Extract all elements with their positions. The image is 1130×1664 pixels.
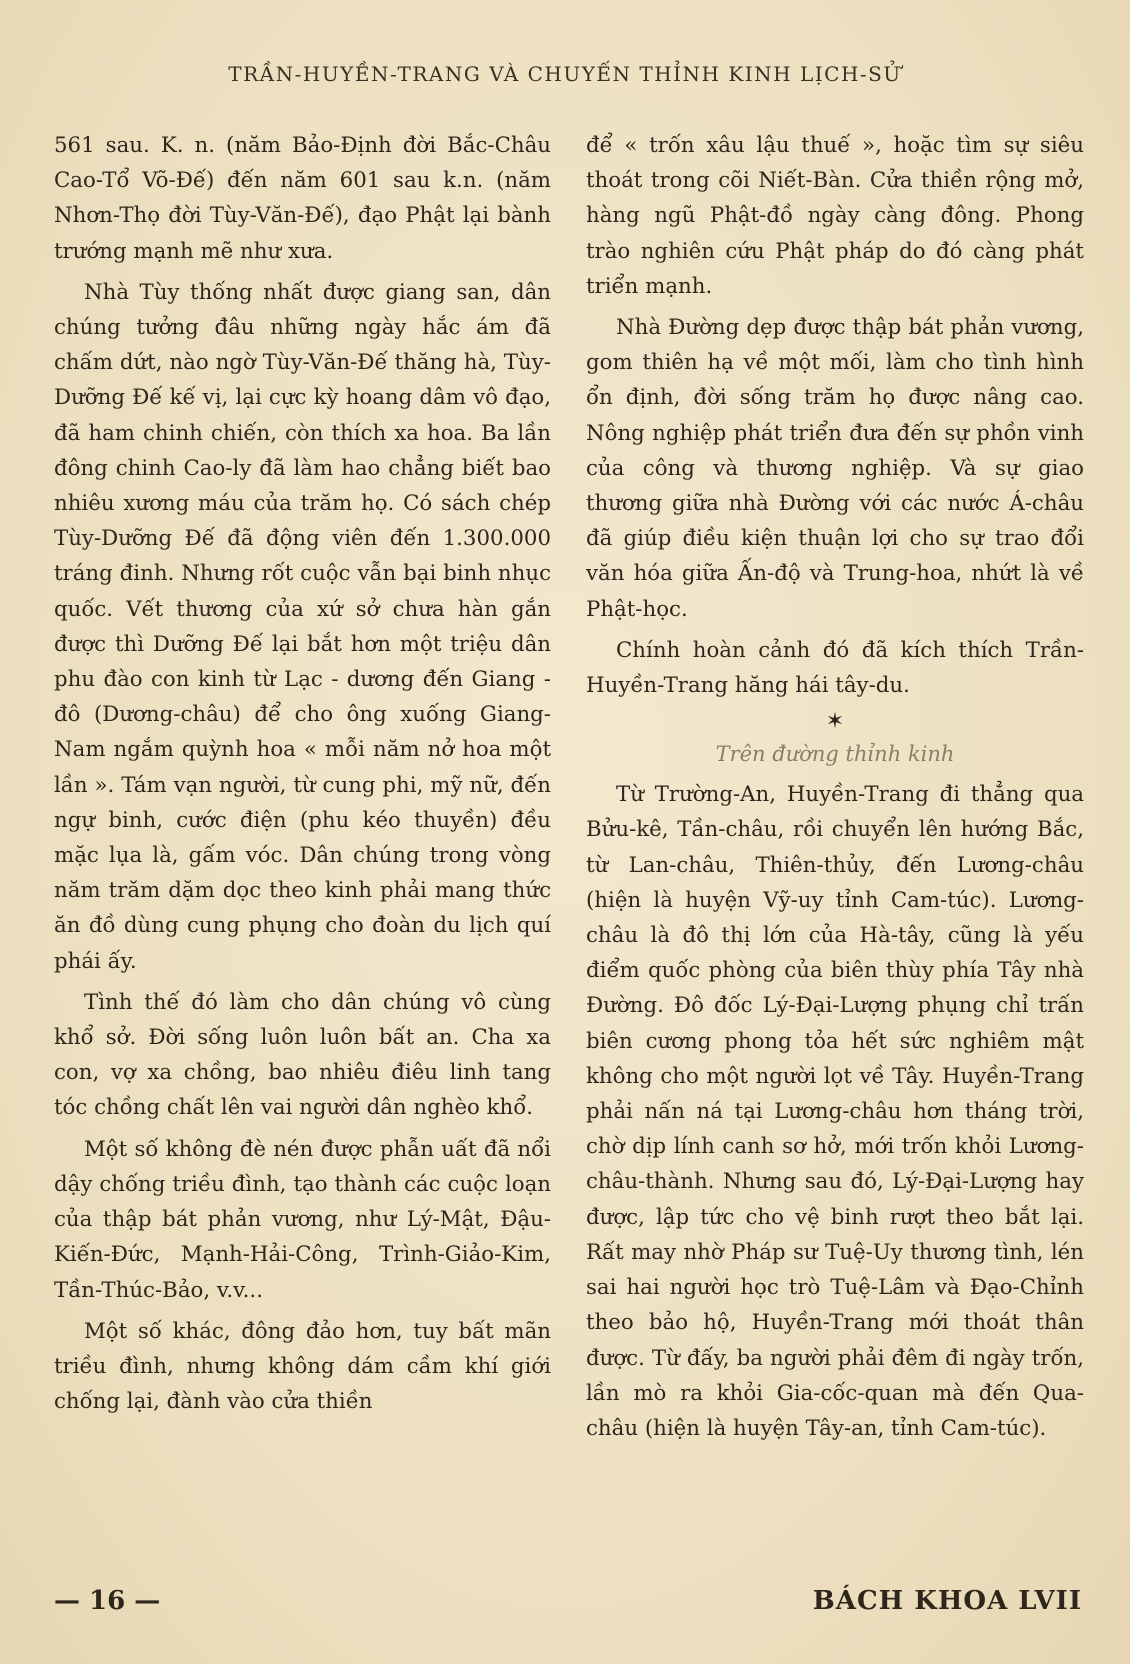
paragraph: Tình thế đó làm cho dân chúng vô cùng khổ sở. Đời sống luôn luôn bất an. Cha xa con, vợ xa chồng, bao nhiêu điêu linh tang tóc chồng chất lên vai người dân nghèo khổ. bbox=[54, 989, 551, 1121]
right-column bbox=[586, 128, 1084, 1446]
section-ornament: ✶ bbox=[825, 709, 845, 735]
paragraph: 561 sau. K. n. (năm Bảo-Định đời Bắc-Châu Cao-Tổ Võ-Đế) đến năm 601 sau k.n. (năm Nhơn-Thọ đời Tùy-Văn-Đế), đạo Phật lại bành trướng mạnh mẽ như xưa. bbox=[54, 133, 551, 264]
left-column bbox=[54, 128, 551, 1419]
paragraph: Một số không đè nén được phẫn uất đã nổi dậy chống triều đình, tạo thành các cuộc loạn của thập bát phản vương, như Lý-Mật, Đậu-Kiến-Đức, Mạnh-Hải-Công, Trình-Giảo-Kim, Tần-Thúc-Bảo, v.v... bbox=[54, 1136, 551, 1303]
paragraph: Một số khác, đông đảo hơn, tuy bất mãn triều đình, nhưng không dám cầm khí giới chống lại, đành vào cửa thiền bbox=[54, 1318, 551, 1415]
running-head: TRẦN-HUYỀN-TRANG VÀ CHUYẾN THỈNH KINH LỊCH-SỬ bbox=[228, 62, 902, 86]
journal-name: BÁCH KHOA LVII bbox=[812, 1586, 1082, 1616]
paragraph: Từ Trường-An, Huyền-Trang đi thẳng qua Bửu-kê, Tần-châu, rồi chuyển lên hướng Bắc, từ Lan-châu, Thiên-thủy, đến Lương-châu (hiện là huyện Vỹ-uy tỉnh Cam-túc). Lương-châu là đô thị lớn của Hà-tây, cũng là yếu điểm quốc phòng của biên thùy phía Tây nhà Đường. Đô đốc Lý-Đại-Lượng phụng chỉ trấn biên cương phong tỏa hết sức nghiêm mật không cho một người lọt về Tây. Huyền-Trang phải nấn ná tại Lương-châu hơn tháng trời, chờ dịp lính canh sơ hở, mới trốn khỏi Lương-châu-thành. Nhưng sau đó, Lý-Đại-Lượng hay được, lập tức cho vệ binh rượt theo bắt lại. Rất may nhờ Pháp sư Tuệ-Uy thương tình, lén sai hai người học trò Tuệ-Lâm và Đạo-Chỉnh theo bảo hộ, Huyền-Trang mới thoát thân được. Từ đấy, ba người phải đêm đi ngày trốn, lần mò ra khỏi Gia-cốc-quan mà đến Qua-châu (hiện là huyện Tây-an, tỉnh Cam-túc). bbox=[586, 782, 1084, 1441]
paragraph: Nhà Đường dẹp được thập bát phản vương, gom thiên hạ về một mối, làm cho tình hình ổn định, đời sống trăm họ được nâng cao. Nông nghiệp phát triển đưa đến sự phồn vinh của công và thương nghiệp. Và sự giao thương giữa nhà Đường với các nước Á-châu đã giúp điều kiện thuận lợi cho sự trao đổi văn hóa giữa Ấn-độ và Trung-hoa, nhứt là về Phật-học. bbox=[586, 315, 1084, 622]
paragraph: Chính hoàn cảnh đó đã kích thích Trần-Huyền-Trang hăng hái tây-du. bbox=[586, 637, 1084, 699]
paragraph: Nhà Tùy thống nhất được giang san, dân chúng tưởng đâu những ngày hắc ám đã chấm dứt, nào ngờ Tùy-Văn-Đế thăng hà, Tùy-Dưỡng Đế kế vị, lại cực kỳ hoang dâm vô đạo, đã ham chinh chiến, còn thích xa hoa. Ba lần đông chinh Cao-ly đã làm hao chẳng biết bao nhiêu xương máu của trăm họ. Có sách chép Tùy-Dưỡng Đế đã động viên đến 1.300.000 tráng đinh. Nhưng rốt cuộc vẫn bại binh nhục quốc. Vết thương của xứ sở chưa hàn gắn được thì Dưỡng Đế lại bắt hơn một triệu dân phu đào con kinh từ Lạc - dương đến Giang - đô (Dương-châu) để cho ông xuống Giang-Nam ngắm quỳnh hoa « mỗi năm nở hoa một lần ». Tám vạn người, từ cung phi, mỹ nữ, đến ngự binh, cước điện (phu kéo thuyền) đều mặc lụa là, gấm vóc. Dân chúng trong vòng năm trăm dặm dọc theo kinh phải mang thức ăn đồ dùng cung phụng cho đoàn du lịch quí phái ấy. bbox=[54, 279, 551, 974]
page-number: — 16 — bbox=[54, 1586, 161, 1616]
paragraph: để « trốn xâu lậu thuế », hoặc tìm sự siêu thoát trong cõi Niết-Bàn. Cửa thiền rộng mở, hàng ngũ Phật-đồ ngày càng đông. Phong trào nghiên cứu Phật pháp do đó càng phát triển mạnh. bbox=[586, 133, 1084, 299]
section-heading: Trên đường thỉnh kinh bbox=[715, 742, 955, 767]
